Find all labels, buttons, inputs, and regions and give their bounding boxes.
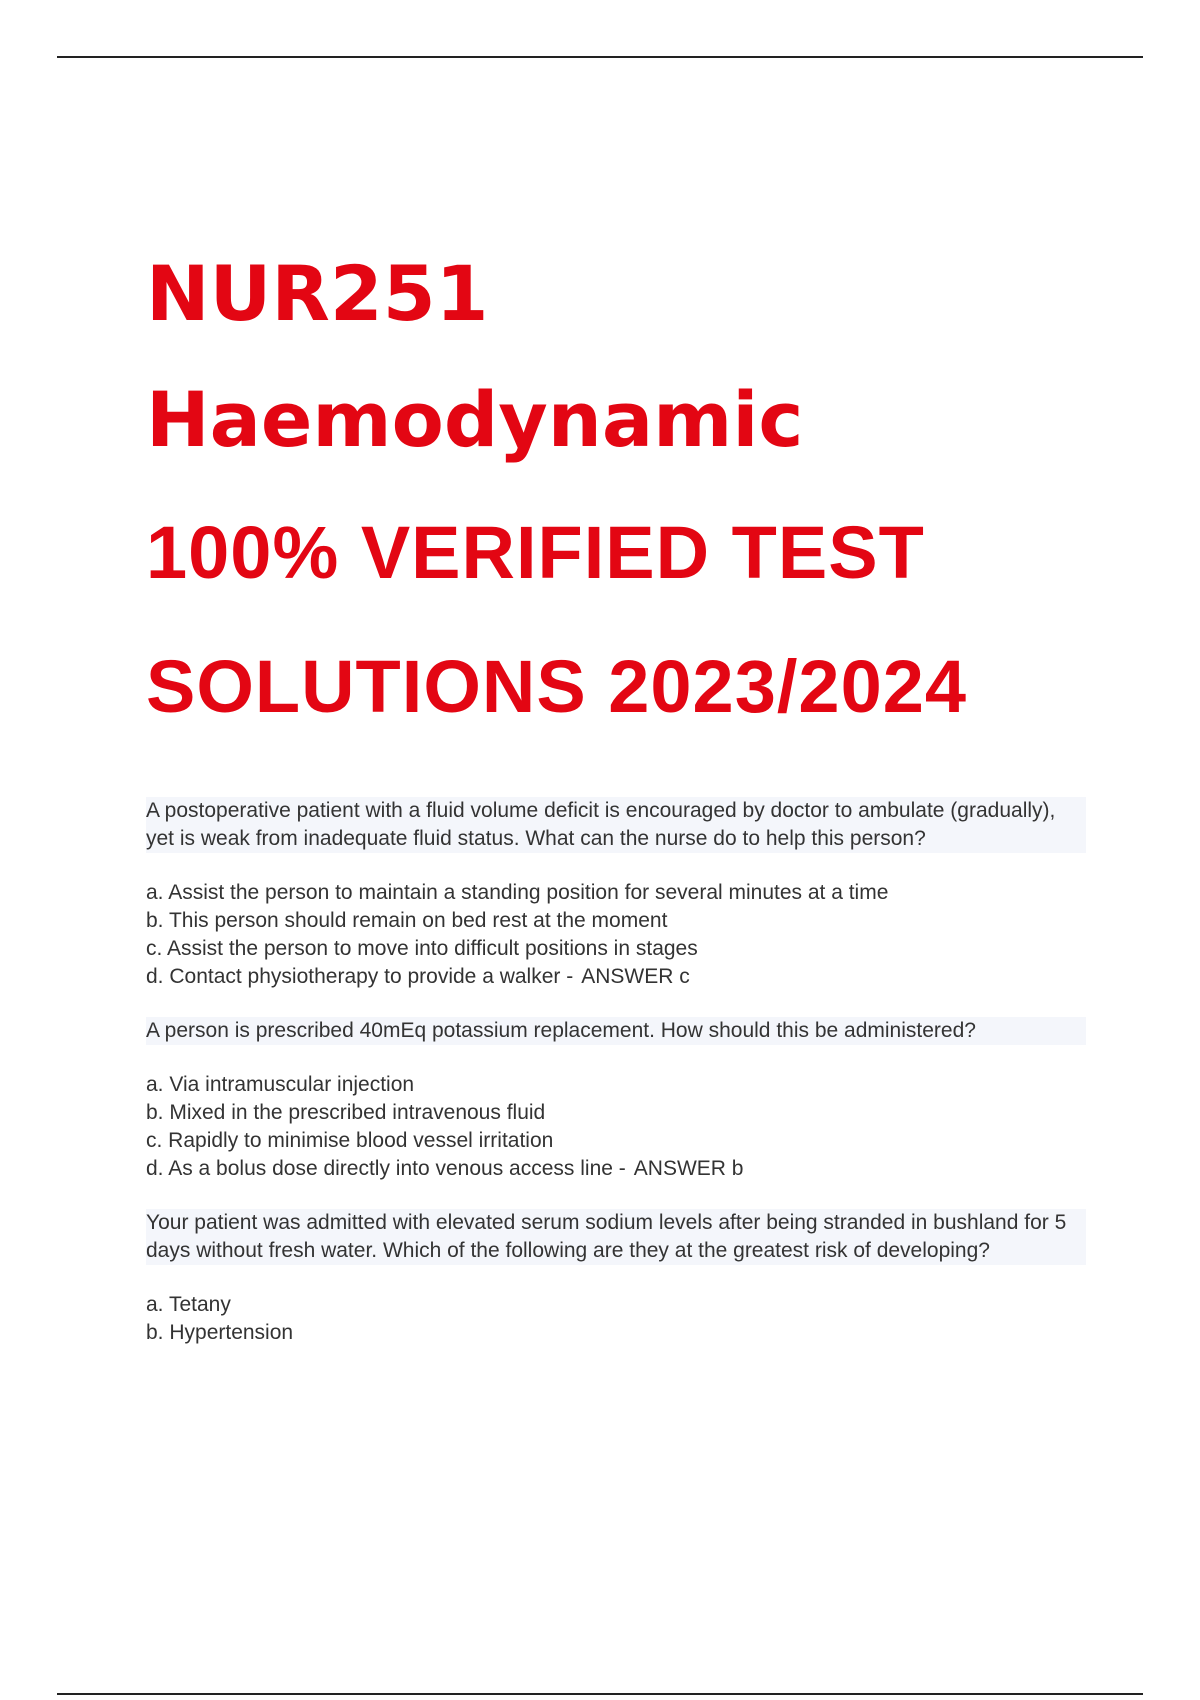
option-a: a. Assist the person to maintain a standing position for several minutes at a time	[146, 881, 889, 904]
document-title	[146, 250, 1146, 740]
option-d-text: d. As a bolus dose directly into venous access line -	[146, 1157, 626, 1180]
option-b: b. This person should remain on bed rest at the moment	[146, 909, 668, 932]
option-b: b. Hypertension	[146, 1321, 294, 1344]
answer-label: ANSWER c	[581, 965, 690, 988]
option-list	[146, 1071, 1086, 1183]
title-line-verified: 100% VERIFIED TEST	[146, 511, 925, 594]
title-line-solutions: SOLUTIONS 2023/2024	[146, 645, 968, 728]
option-list	[146, 879, 1086, 991]
question-item	[146, 1209, 1086, 1347]
option-d-text: d. Contact physiotherapy to provide a walker -	[146, 965, 574, 988]
title-line-course-code: NUR251	[146, 249, 489, 338]
option-d	[146, 963, 1086, 991]
option-a: a. Tetany	[146, 1293, 231, 1316]
bottom-divider	[57, 1693, 1143, 1695]
option-c: c. Rapidly to minimise blood vessel irritation	[146, 1129, 554, 1152]
option-b: b. Mixed in the prescribed intravenous fluid	[146, 1101, 546, 1124]
top-divider	[57, 56, 1143, 58]
question-text: A postoperative patient with a fluid volume deficit is encouraged by doctor to ambulate (gradually), yet is weak from inadequate fluid status. What can the nurse do to help this person?	[146, 797, 1086, 853]
option-d	[146, 1155, 1086, 1183]
title-line-subject: Haemodynamic	[146, 375, 804, 464]
question-text: Your patient was admitted with elevated serum sodium levels after being stranded in bushland for 5 days without fresh water. Which of the following are they at the greatest risk of developing?	[146, 1209, 1086, 1265]
option-list	[146, 1291, 1086, 1347]
option-c: c. Assist the person to move into difficult positions in stages	[146, 937, 698, 960]
option-a: a. Via intramuscular injection	[146, 1073, 415, 1096]
question-item	[146, 797, 1086, 991]
answer-label: ANSWER b	[633, 1157, 744, 1180]
question-list	[146, 797, 1086, 1373]
question-text: A person is prescribed 40mEq potassium replacement. How should this be administered?	[146, 1017, 1086, 1045]
question-item	[146, 1017, 1086, 1183]
